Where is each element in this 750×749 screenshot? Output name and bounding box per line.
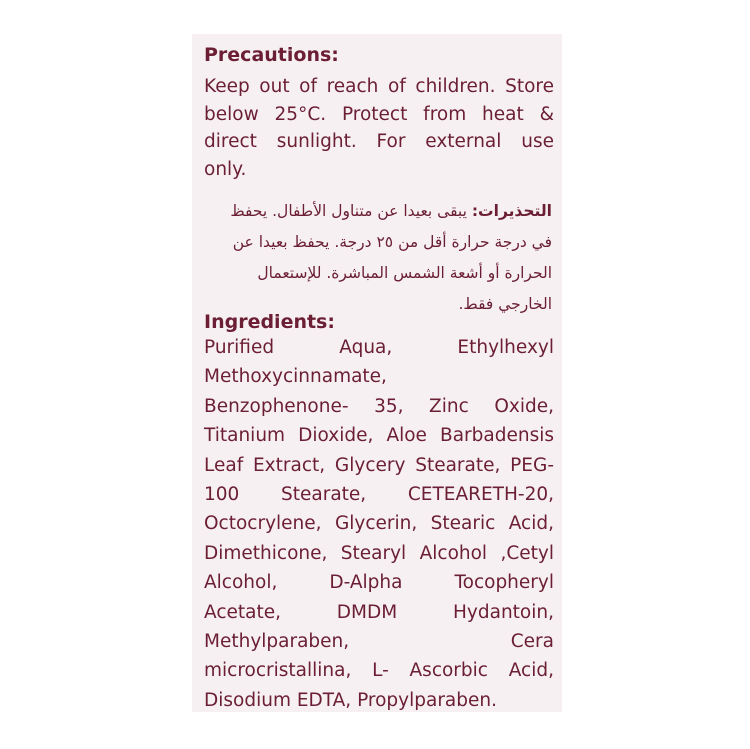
ingredients-line-1: Purified Aqua, Ethylhexyl: [204, 337, 554, 358]
ingredients-heading: Ingredients:: [204, 311, 335, 333]
ingredients-line-3: Benzophenone- 35, Zinc Oxide,: [204, 395, 554, 417]
arabic-line-2: في درجة حرارة أقل من ٢٥ درجة. يحفظ بعيدا عن: [232, 233, 552, 251]
arabic-line-4: الخارجي فقط.: [458, 295, 552, 313]
ingredients-text: [204, 333, 554, 715]
precautions-line-2: below 25°C. Protect from heat &: [204, 103, 554, 125]
ingredients-line-11: Methylparaben, Cera: [204, 631, 554, 653]
ingredients-line-2: Methoxycinnamate,: [204, 366, 387, 388]
ingredients-line-10: Acetate, DMDM Hydantoin,: [204, 601, 554, 623]
arabic-line-1: [204, 196, 552, 227]
ingredients-line-7: Octocrylene, Glycerin, Stearic Acid,: [204, 513, 554, 535]
precautions-line-3: direct sunlight. For external use: [204, 131, 554, 152]
ingredients-line-12: microcristallina, L- Ascorbic Acid,: [204, 660, 554, 682]
arabic-precautions: [204, 196, 552, 320]
ingredients-line-8: Dimethicone, Stearyl Alcohol ,Cetyl: [204, 542, 554, 564]
arabic-line-3: الحرارة أو أشعة الشمس المباشرة. للإستعمال: [257, 264, 552, 282]
precautions-text: [204, 73, 554, 183]
ingredients-line-13: Disodium EDTA, Propylparaben.: [204, 689, 498, 711]
arabic-label: التحذيرات:: [471, 202, 552, 220]
ingredients-line-5: Leaf Extract, Glycery Stearate, PEG-: [204, 454, 554, 476]
precautions-line-1: Keep out of reach of children. Store: [204, 76, 554, 97]
ingredients-line-4: Titanium Dioxide, Aloe Barbadensis: [204, 425, 554, 447]
ingredients-line-9: Alcohol, D-Alpha Tocopheryl: [204, 572, 554, 594]
ingredients-line-6: 100 Stearate, CETEARETH-20,: [204, 484, 554, 506]
precautions-line-4: only.: [204, 158, 247, 180]
arabic-line-1-text: يبقى بعيدا عن متناول الأطفال. يحفظ: [230, 202, 467, 220]
precautions-heading: Precautions:: [204, 44, 339, 66]
